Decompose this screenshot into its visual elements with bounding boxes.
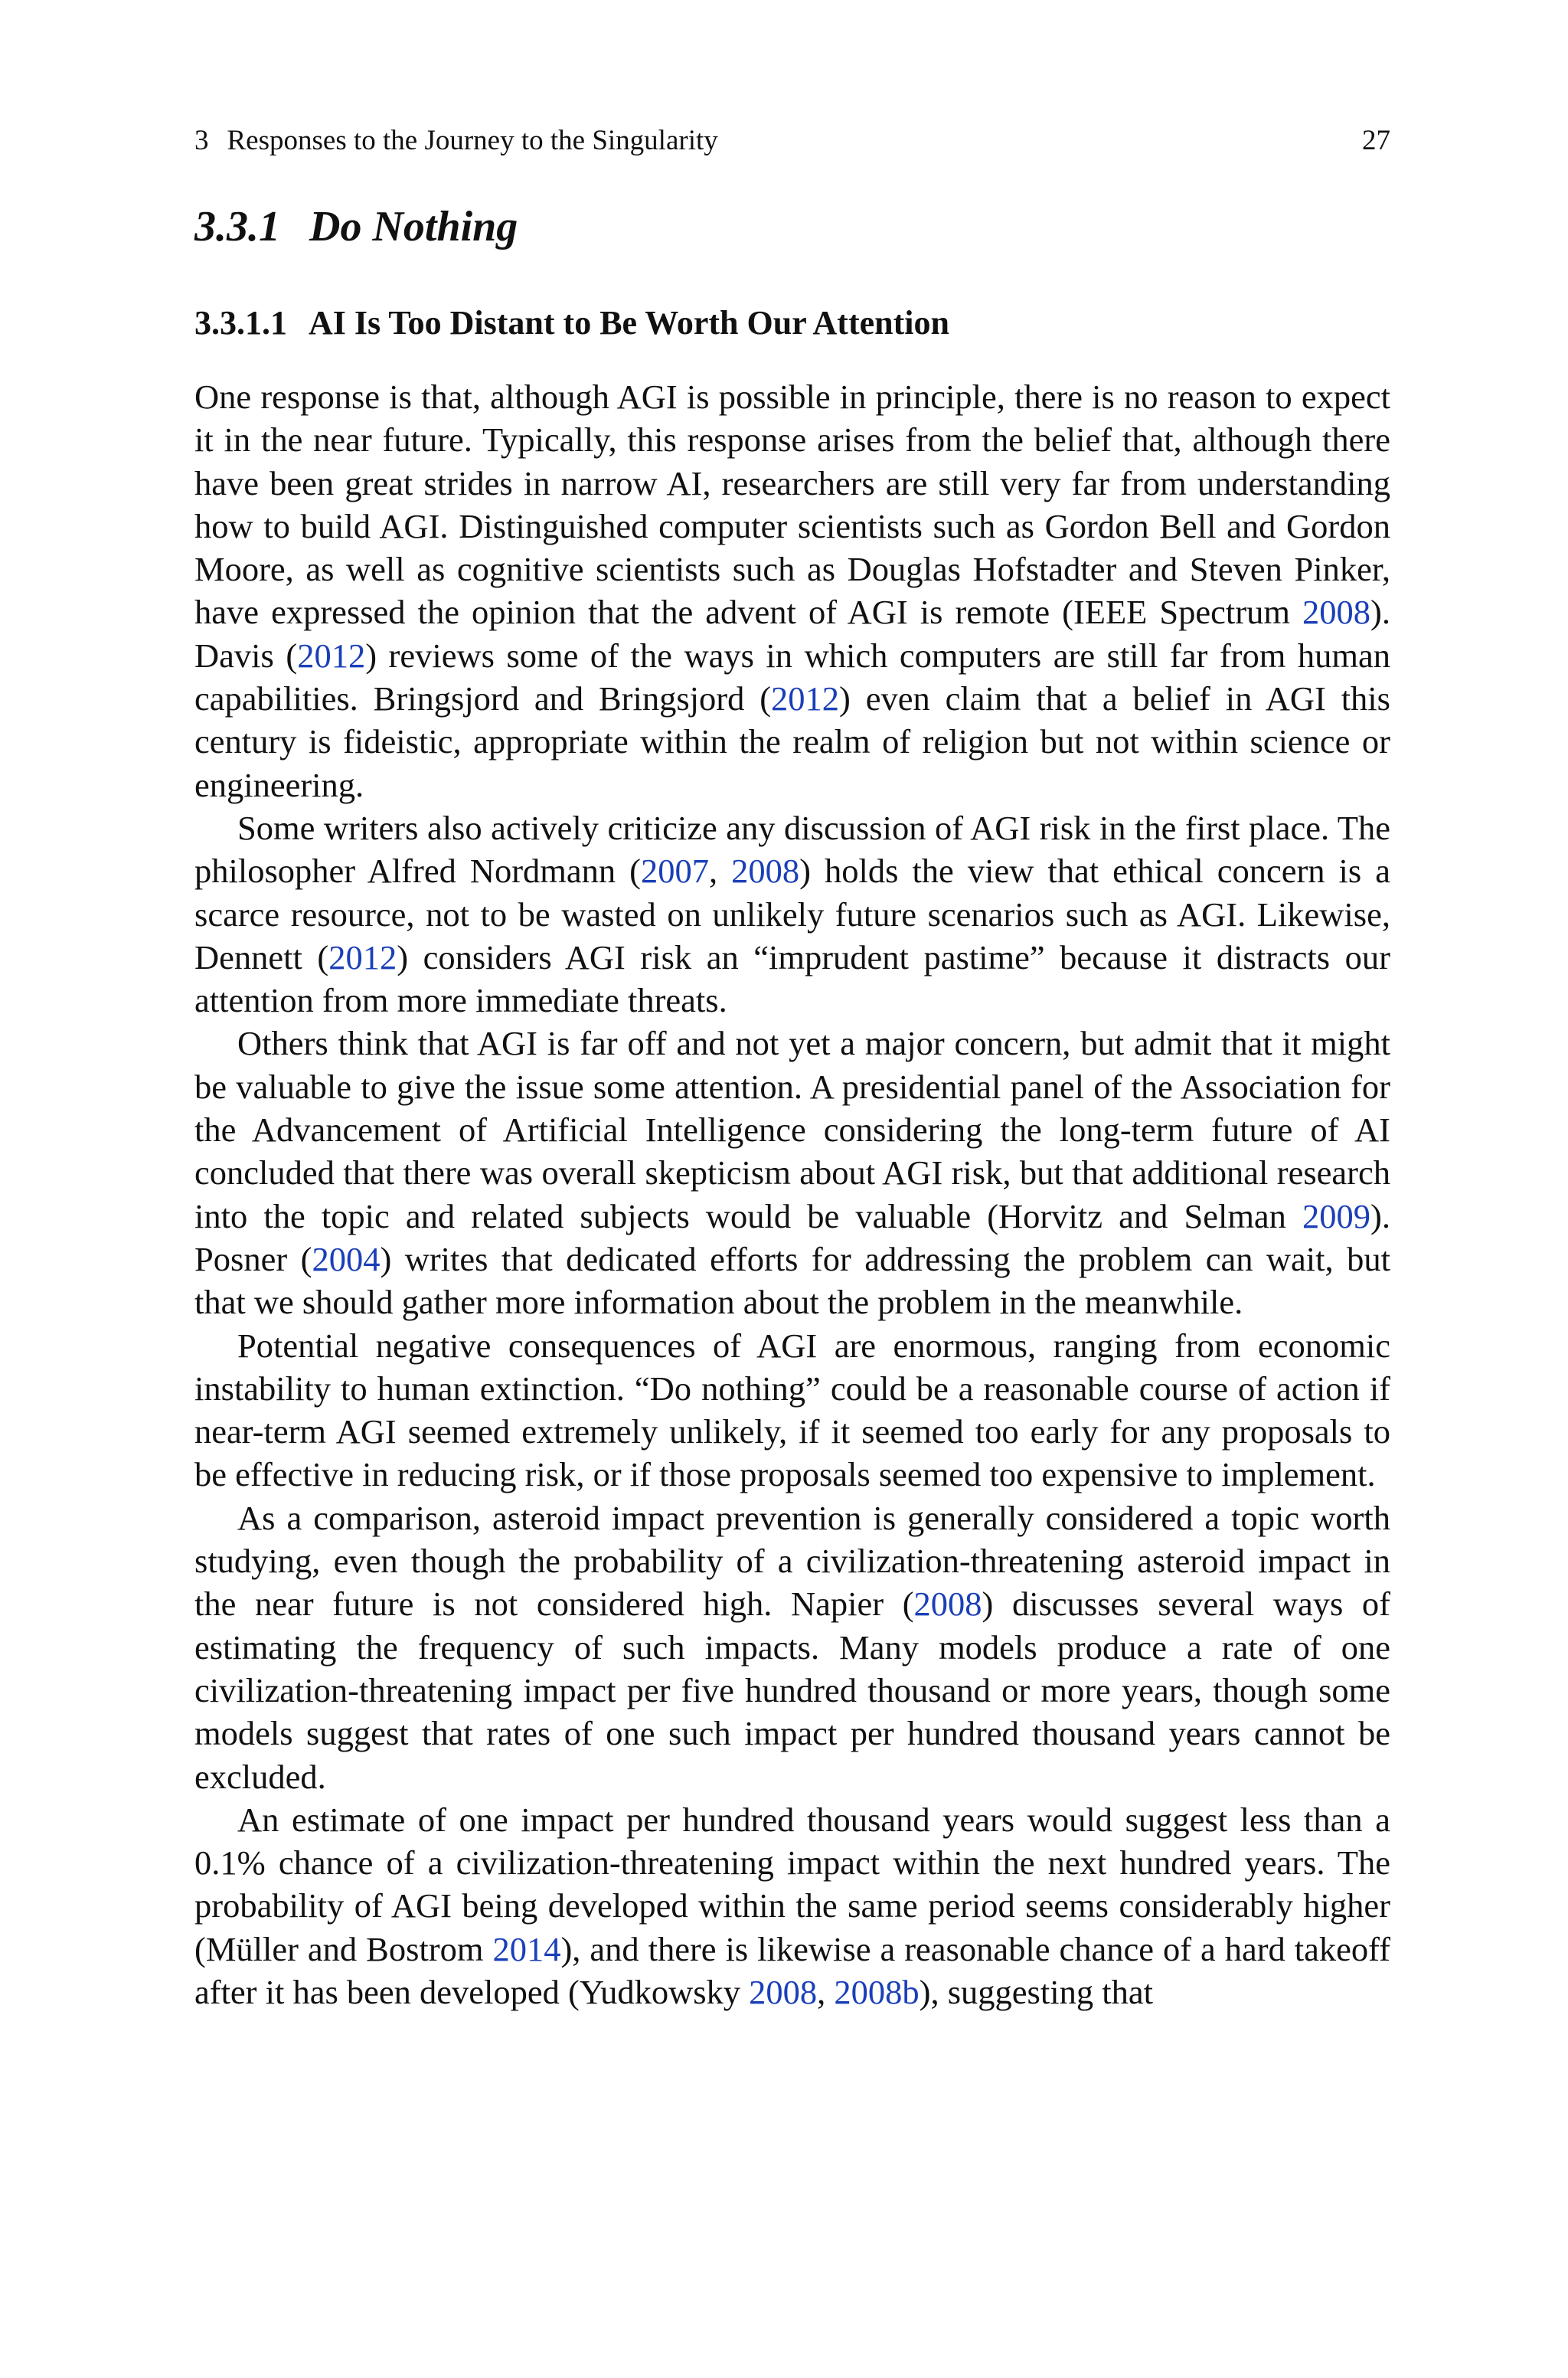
paragraph-text: ). Posner ( [194, 1196, 1390, 1278]
page-number: 27 [1362, 125, 1390, 156]
paragraph-text: ) writes that dedicated efforts for addressing the problem can wait, but that we should gather more information about the problem in the meanwhile. [194, 1239, 1390, 1322]
citation-link[interactable]: 2014 [492, 1929, 561, 1968]
subsection-number: 3.3.1.1 [194, 304, 287, 342]
citation-link[interactable]: 2004 [312, 1239, 381, 1278]
citation-link[interactable]: 2009 [1302, 1196, 1371, 1235]
paragraph [194, 806, 1390, 1022]
paragraph [194, 1798, 1390, 2013]
citation-link[interactable]: 2007 [641, 852, 709, 891]
paragraph-text: ). Davis ( [194, 593, 1390, 675]
paragraph-text: Some writers also actively criticize any discussion of AGI risk in the first place. The philosopher Alfred Nordmann ( [194, 808, 1390, 891]
paragraph [194, 1324, 1390, 1496]
paragraph-text: An estimate of one impact per hundred thousand years would suggest less than a 0.1% chance of a civilization-threatening impact within the next hundred years. The probability of AGI being developed within the same period seems considerably higher (Müller and Bostrom [194, 1800, 1390, 1968]
page [194, 123, 1390, 2013]
paragraph-text: ), suggesting that [919, 1972, 1153, 2011]
running-head-left [194, 123, 718, 159]
citation-link[interactable]: 2008 [731, 852, 800, 891]
paragraph-text: One response is that, although AGI is possible in principle, there is no reason to expect it in the near future. Typically, this response arises from the belief that, although there have been great strides in narrow AI, researchers are still very far from understanding how to build AGI. Distinguished computer scientists such as Gordon Bell and Gordon Moore, as well as cognitive scientists such as Douglas Hofstadter and Steven Pinker, have expressed the opinion that the advent of AGI is remote (IEEE Spectrum [194, 378, 1390, 632]
paragraph-text: ) holds the view that ethical concern is a scarce resource, not to be wasted on unlikely future scenarios such as AGI. Likewise, Dennett ( [194, 852, 1391, 976]
paragraph-text: ), and there is likewise a reasonable chance of a hard takeoff after it has been developed (Yudkowsky [194, 1929, 1390, 2011]
running-head [194, 123, 1390, 159]
chapter-number: 3 [194, 125, 209, 156]
citation-link[interactable]: 2008 [913, 1585, 982, 1624]
citation-link[interactable]: 2008b [834, 1972, 920, 2011]
paragraph-text: , [709, 852, 732, 891]
paragraph-text: ) considers AGI risk an “imprudent pastime” because it distracts our attention from more immediate threats. [194, 937, 1390, 1020]
paragraph-text: As a comparison, asteroid impact prevention is generally considered a topic worth studying, even though the probability of a civilization-threatening asteroid impact in the near future is not considered high. Napier ( [194, 1498, 1390, 1624]
paragraph-text: Others think that AGI is far off and not yet a major concern, but admit that it might be valuable to give the issue some attention. A presidential panel of the Association for the Advancement of Artificial Intelligence considering the long-term future of AI concluded that there was overall skepticism about AGI risk, but that additional research into the topic and related subjects would be valuable (Horvitz and Selman [194, 1024, 1390, 1235]
subsection-heading [194, 302, 1390, 345]
paragraph-text: Potential negative consequences of AGI are enormous, ranging from economic instability to human extinction. “Do nothing” could be a reasonable course of action if near-term AGI seemed extremely unlikely, if it seemed too early for any proposals to be effective in reducing risk, or if those proposals seemed too expensive to implement. [194, 1326, 1390, 1494]
body-text [194, 375, 1390, 2013]
paragraph [194, 1022, 1390, 1323]
section-heading [194, 199, 1390, 254]
citation-link[interactable]: 2012 [328, 937, 397, 976]
citation-link[interactable]: 2008 [749, 1972, 818, 2011]
section-title: Do Nothing [309, 203, 518, 250]
paragraph-text: ) discusses several ways of estimating the frequency of such impacts. Many models produce a rate of one civilization-threatening impact per five hundred thousand or more years, though some models suggest that rates of one such impact per hundred thousand years cannot be excluded. [194, 1585, 1390, 1796]
paragraph-text: ) even claim that a belief in AGI this century is fideistic, appropriate within the realm of religion but not within science or engineering. [194, 679, 1390, 804]
citation-link[interactable]: 2012 [297, 636, 366, 675]
paragraph [194, 1496, 1390, 1798]
paragraph-text: ) reviews some of the ways in which computers are still far from human capabilities. Bringsjord and Bringsjord ( [194, 636, 1391, 718]
citation-link[interactable]: 2008 [1302, 593, 1371, 632]
chapter-title: Responses to the Journey to the Singularity [227, 125, 718, 156]
subsection-title: AI Is Too Distant to Be Worth Our Attention [309, 304, 949, 342]
paragraph [194, 375, 1390, 806]
section-number: 3.3.1 [194, 203, 280, 250]
citation-link[interactable]: 2012 [771, 679, 840, 718]
paragraph-text: , [817, 1972, 835, 2011]
